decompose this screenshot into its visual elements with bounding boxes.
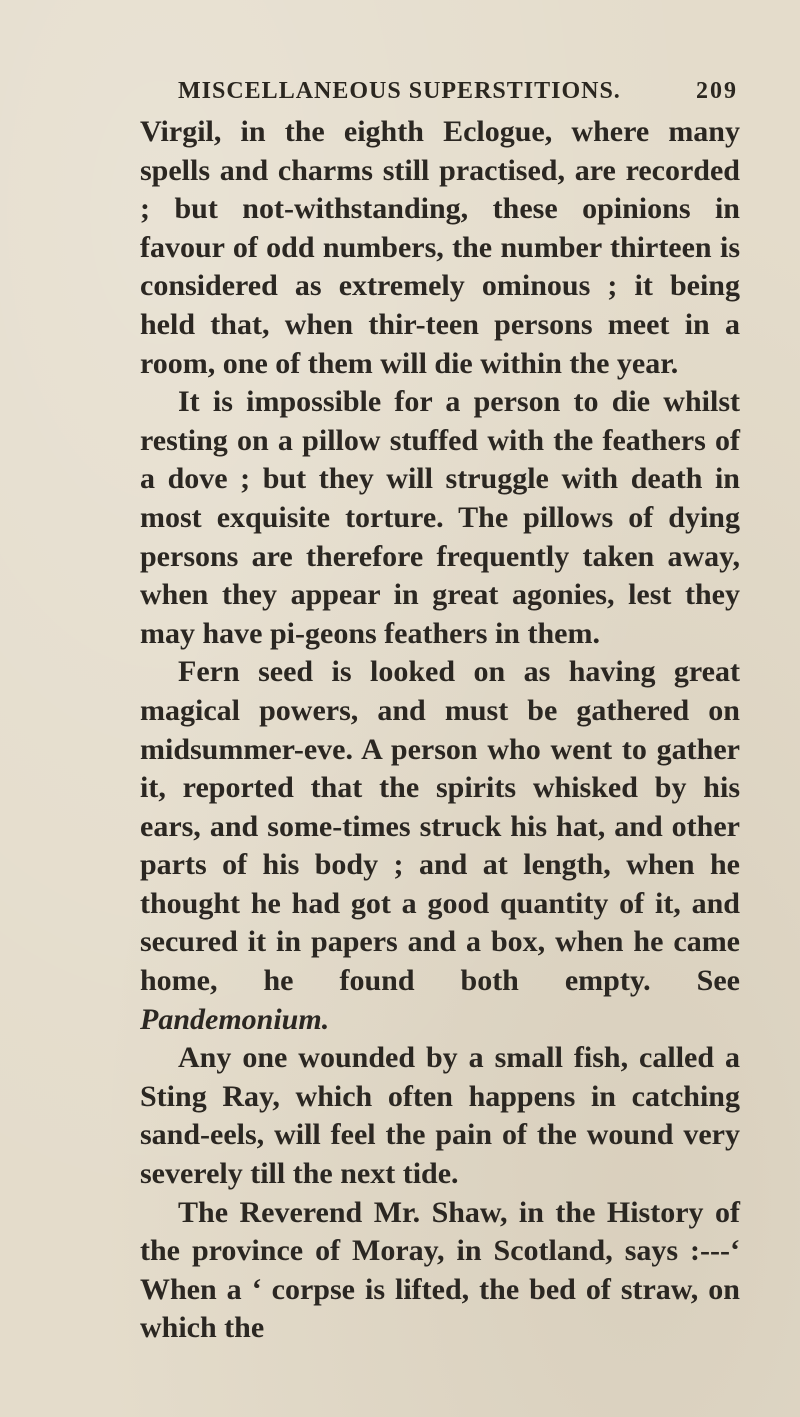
fern-seed-text: Fern seed is looked on as having great magical powers, and must be gathered on midsummer-eve. A person who went to gather it, reported that the spirits whisked by his ears, and some-times struck his hat, and other parts of his body ; and at length, when he thought he had got a good quantity of it, and secured it in papers and a box, when he came home, he found both empty. See (140, 655, 740, 998)
running-title: MISCELLANEOUS SUPERSTITIONS. (178, 78, 621, 104)
paragraph-odd-numbers: Virgil, in the eighth Eclogue, where many spells and charms still practised, are recorded ; but not-withstanding, these opinions in favour of odd numbers, the number thirteen is considered as extremely ominous ; it being held that, when thir-teen persons meet in a room, one of them will die within the year. (140, 115, 740, 380)
paragraph-dove-pillow: It is impossible for a person to die whilst resting on a pillow stuffed with the feathers of a dove ; but they will struggle with death in most exquisite torture. The pillows of dying persons are therefore frequently taken away, when they appear in great agonies, lest they may have pi-geons feathers in them. (140, 385, 740, 650)
body-text (140, 113, 740, 1348)
paragraph-sting-ray: Any one wounded by a small fish, called a Sting Ray, which often happens in catching sand-eels, will feel the pain of the wound very severely till the next tide. (140, 1041, 740, 1191)
pandemonium-reference: Pandemonium. (140, 1002, 330, 1036)
paragraph-reverend-shaw: The Reverend Mr. Shaw, in the History of the province of Moray, in Scotland, says :---‘ When a ‘ corpse is lifted, the bed of straw, on which the (140, 1195, 740, 1345)
page-header (178, 78, 738, 106)
paragraph-fern-seed (140, 653, 740, 1039)
page-number: 209 (696, 78, 738, 104)
